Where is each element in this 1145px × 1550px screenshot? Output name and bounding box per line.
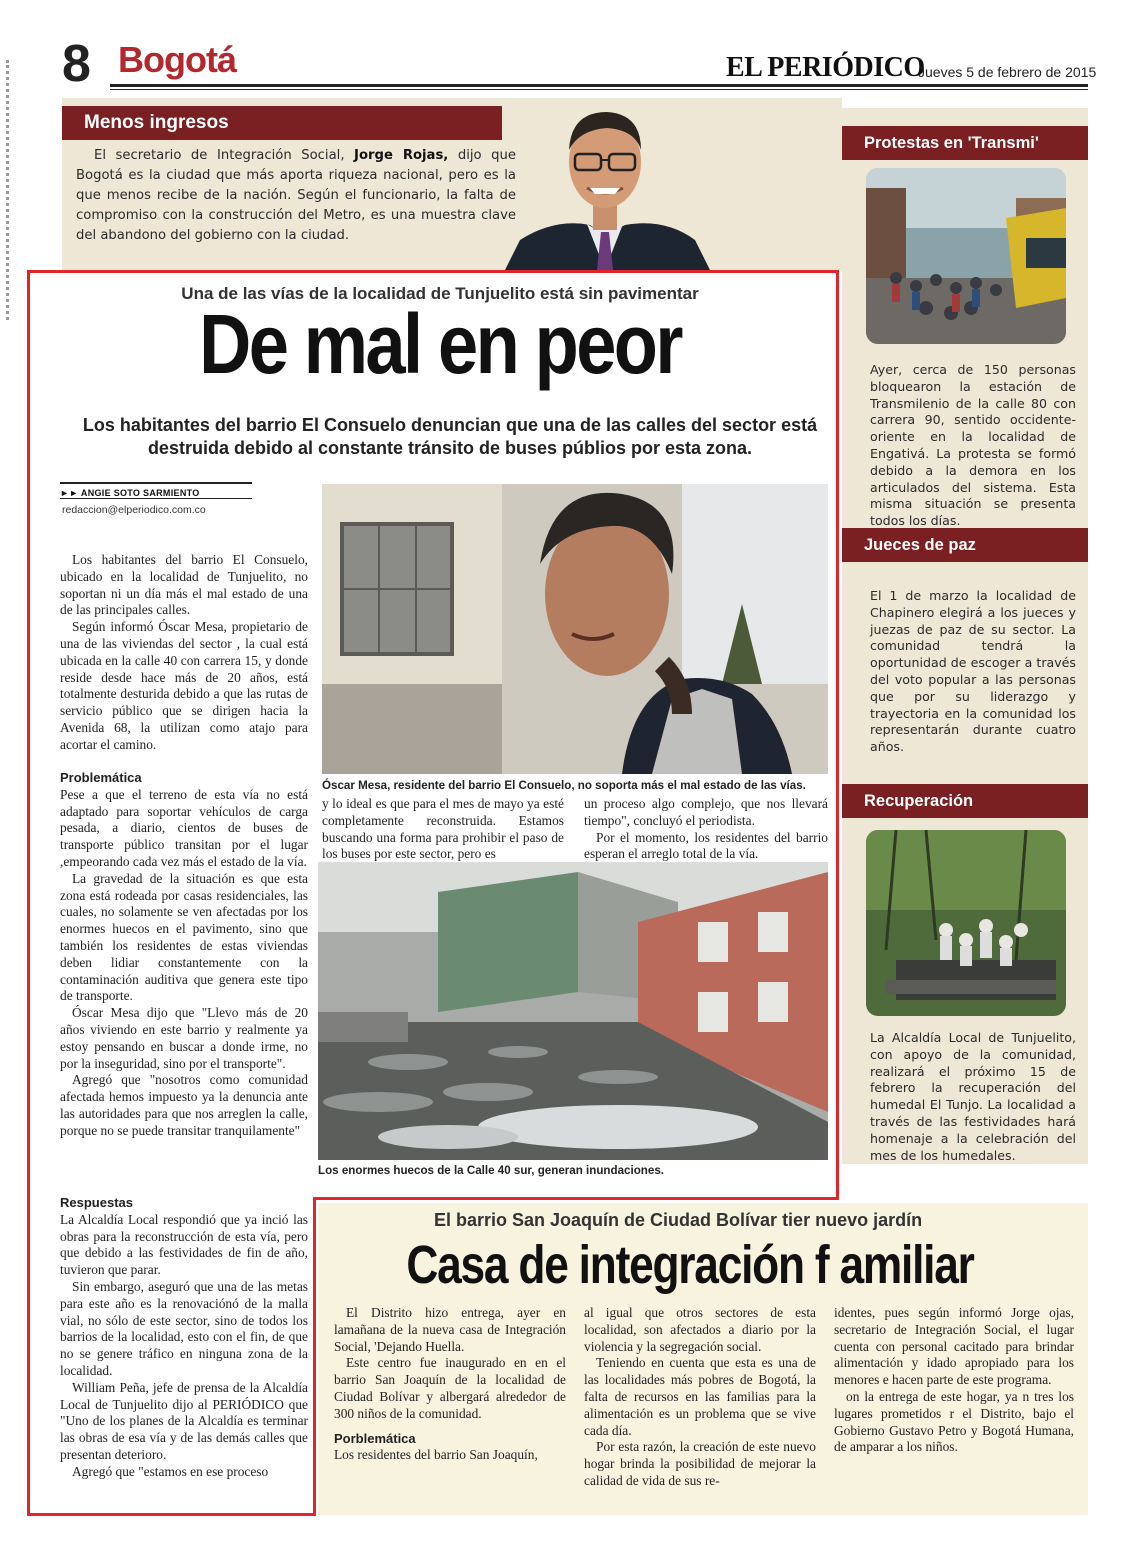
paragraph: al igual que otros sectores de esta localidad, son afectados a diario por la violencia y la segregación social.	[584, 1305, 816, 1354]
bottom-col1	[334, 1305, 566, 1464]
paragraph: on la entrega de este hogar, ya n tres los lugares prometidos r el Distrito, bajo el Gobierno Gustavo Petro y Bogotá Humana, de amparar a los niños.	[834, 1388, 1074, 1455]
margin-dots	[6, 60, 10, 320]
paragraph: un proceso algo complejo, que nos llevará tiempo", concluyó el periodista.	[584, 796, 828, 828]
paragraph: Sin embargo, aseguró que una de las metas para este año es la renovaciónó de la malla vial, no sólo de este sector, sino de todos los barrios de la localidad, esto con el fin, de que no se genere tráfico en ninguna zona de la localidad.	[60, 1278, 308, 1378]
byline-name: ANGIE SOTO SARMIENTO	[80, 488, 200, 498]
street-photo-caption: Los enormes huecos de la Calle 40 sur, generan inundaciones.	[318, 1164, 664, 1177]
menos-ingresos-title: Menos ingresos	[62, 106, 502, 140]
header-rule-thin	[110, 89, 1088, 90]
paragraph: y lo ideal es que para el mes de mayo ya esté completamente reconstruida. Estamos buscando una forma para prohibir el paso de los buses por este sector, pero es	[322, 796, 564, 862]
protest-photo	[866, 168, 1066, 344]
red-frame-bottom	[27, 1513, 316, 1516]
recuperacion-text: La Alcaldía Local de Tunjuelito, con apoyo de la comunidad, realizará el próximo 15 de febrero la recuperación del humedal El Tunjo. La localidad a través de las festividades hará homenaje a la celebración del mes de los humedales.	[870, 1030, 1076, 1163]
red-frame-right	[836, 270, 839, 1200]
paragraph: Teniendo en cuenta que esta es una de las localidades más pobres de Bogotá, la falta de recursos en las familias para la alimentación es un problema que se vive cada día.	[584, 1355, 816, 1438]
jueces-text: El 1 de marzo la localidad de Chapinero elegirá a los jueces y juezas de paz de su sector. La comunidad tendrá la oportunidad de escoger a través del voto popular a las personas que por su liderazgo y trayectoria en la comunidad los representarán durante cuatro años.	[870, 588, 1076, 755]
paragraph: Según informó Óscar Mesa, propietario de una de las viviendas del sector , la cual está ubicada en la calle 40 con carrera 15, y donde reside desde hace más de 20 años, está totalmente desturida debido a que las rutas de servicio público que se dirigen hacia la Avenida 68, la utilizan como atajo para acortar el camino.	[60, 619, 308, 752]
header-rule	[110, 84, 1088, 87]
oscar-mesa-photo	[322, 484, 828, 774]
red-frame-inner	[313, 1197, 316, 1516]
protestas-title: Protestas en 'Transmi'	[842, 126, 1088, 160]
subhead-problematica: Problemática	[60, 770, 142, 785]
byline-rule-thin	[60, 498, 252, 499]
subhead-porblematica: Porblemática	[334, 1430, 416, 1446]
bottom-col3	[834, 1305, 1074, 1456]
byline-email[interactable]: redaccion@elperiodico.com.co	[62, 504, 206, 516]
paragraph: Este centro fue inaugurado en en el barrio San Joaquín de la localidad de Ciudad Bolívar y albergará alrededor de 300 niños de la comunidad.	[334, 1355, 566, 1421]
sidebar	[842, 108, 1088, 1164]
masthead: EL PERIÓDICO	[726, 52, 925, 83]
menos-text-after: dijo que Bogotá es la ciudad que más aporta riqueza nacional, pero es la que menos recibe de la nación. Según el funcionario, la falta de compromiso con la construcción del Metro, es una muestra clave del abandono del gobierno con la ciudad.	[76, 148, 516, 243]
paragraph: identes, pues según informó Jorge ojas, secretario de Integración Social, el lugar cuenta con personal cacitado para brindar alimentación y idado apropiado para los menores e hacen parte de este programa.	[834, 1305, 1074, 1388]
bottom-article-headline: Casa de integración f amiliar	[406, 1235, 974, 1295]
paragraph: Por esta razón, la creación de este nuevo hogar brinda la posibilidad de mejorar la calidad de vida de sus re-	[584, 1439, 816, 1488]
article-col1-tail	[60, 1195, 308, 1481]
protestas-text: Ayer, cerca de 150 personas bloquearon la estación de Transmilenio de la calle 80 con carrera 90, sentido occidente- oriente en la localidad de Engativá. La protesta se formó debido a la demora en los articulados del sistema. Esta misma situación se presenta todos los días.	[870, 362, 1076, 529]
paragraph: William Peña, jefe de prensa de la Alcaldía Local de Tunjuelito dijo al PERIÓDICO que "Uno de los planes de la Alcaldía es terminar las obras de esa vía y de las demás calles que presentan deterioro.	[60, 1379, 308, 1462]
menos-ingresos-text	[76, 146, 516, 246]
article-headline: De mal en peor	[199, 297, 681, 391]
wetland-photo	[866, 830, 1066, 1016]
page-number: 8	[62, 35, 91, 93]
jueces-title: Jueces de paz	[842, 528, 1088, 562]
paragraph: Agregó que "nosotros como comunidad afectada hemos impuesto ya la denuncia ante las autoridades para que nos arreglen la calle, porque no se puede transitar tranquilamente"	[60, 1072, 308, 1138]
issue-date: Jueves 5 de febrero de 2015	[918, 64, 1097, 80]
article-kicker: Una de las vías de la localidad de Tunjuelito está sin pavimentar	[181, 284, 699, 303]
article-col1-intro	[60, 552, 308, 754]
subhead-respuestas: Respuestas	[60, 1195, 133, 1210]
paragraph: Por el momento, los residentes del barrio esperan el arreglo total de la vía.	[584, 829, 828, 862]
bottom-col2	[584, 1305, 816, 1490]
menos-ingresos-box	[62, 98, 842, 270]
paragraph: El Distrito hizo entrega, ayer en lamañana de la nueva casa de Integración Social, 'Dejando Huella.	[334, 1305, 566, 1354]
menos-name: Jorge Rojas,	[354, 148, 449, 163]
paragraph: Óscar Mesa dijo que "Llevo más de 20 años viviendo en este barrio y realmente ya estoy pensando en buscar a donde irme, no por la inseguridad, sino por el transporte".	[60, 1005, 308, 1071]
bottom-article-kicker: El barrio San Joaquín de Ciudad Bolívar tier nuevo jardín	[434, 1210, 923, 1230]
paragraph: Los residentes del barrio San Joaquín,	[334, 1447, 538, 1463]
paragraph: Agregó que "estamos en ese proceso	[72, 1463, 269, 1479]
menos-text-before: El secretario de Integración Social,	[94, 148, 355, 163]
section-name: Bogotá	[118, 39, 236, 80]
paragraph: La Alcaldía Local respondió que ya inció las obras para la reconstrucción de esta vía, pero que debido a las festividades de fin de año, tuvieron que parar.	[60, 1211, 308, 1278]
oscar-photo-caption: Óscar Mesa, residente del barrio El Consuelo, no soporta más el mal estado de las vías.	[322, 779, 806, 792]
byline-rule	[60, 482, 252, 484]
official-portrait-photo	[495, 100, 715, 270]
article-deck: Los habitantes del barrio El Consuelo denuncian que una de las calles del sector está destruida debido al constante tránsito de buses públios por esta zona.	[82, 415, 818, 458]
byline: ►► ANGIE SOTO SARMIENTO	[60, 488, 200, 498]
flooded-street-photo	[318, 862, 828, 1160]
article-col3	[584, 796, 828, 863]
red-frame-mid	[313, 1197, 839, 1200]
recuperacion-title: Recuperación	[842, 784, 1088, 818]
paragraph: Los habitantes del barrio El Consuelo, ubicado en la localidad de Tunjuelito, no soportan ni un día más el mal estado de una de las principales calles.	[60, 552, 308, 618]
article-col2	[322, 796, 564, 863]
paragraph: Pese a que el terreno de esta vía no está adaptado para soportar vehículos de carga pesada, a diario, cientos de buses de transporte público transitan por el lugar ,empeorando cada vez más el estado de la vía.	[60, 786, 308, 869]
paragraph: La gravedad de la situación es que esta zona está rodeada por casas residenciales, las cuales, no solamente se ven afectadas por los enormes huecos en el pavimento, sino que también los residentes de estas viviendas deben lidiar constantemente con la contaminación auditiva que genera este tipo de transporte.	[60, 870, 308, 1004]
article-col1-body	[60, 770, 308, 1140]
